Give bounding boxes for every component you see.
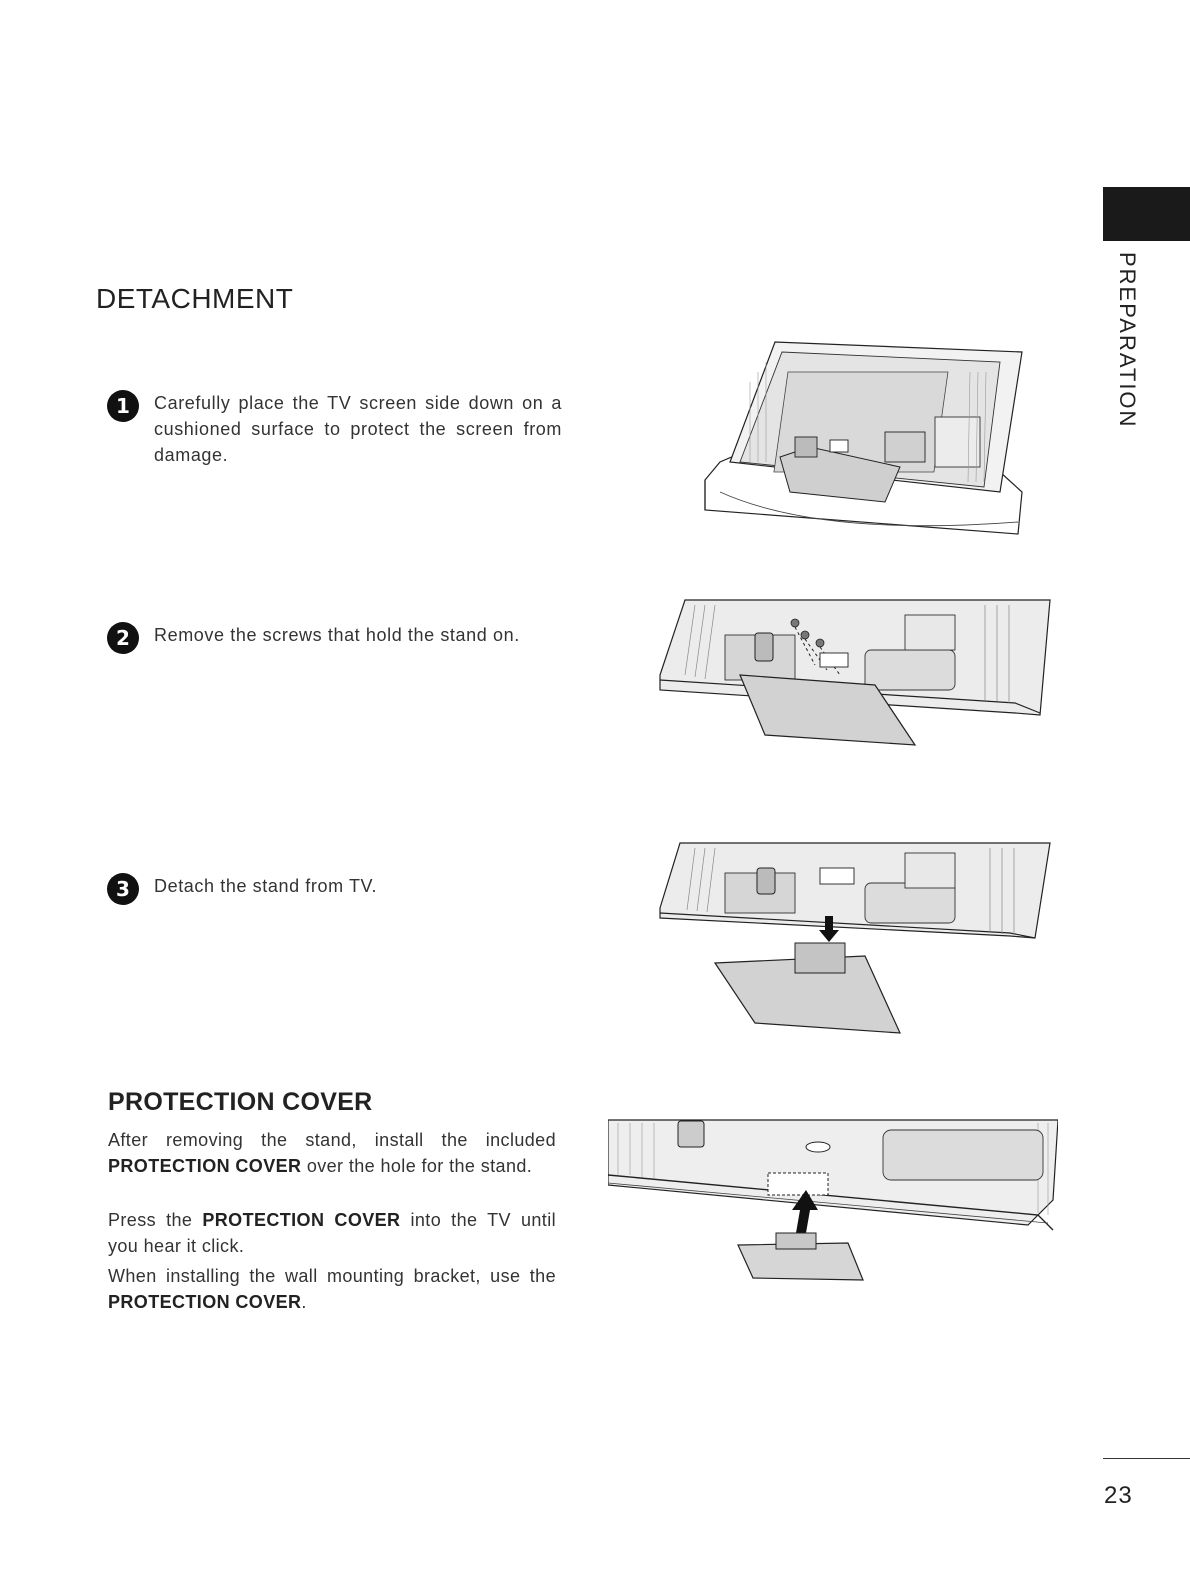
bold-term: PROTECTION COVER (108, 1156, 302, 1176)
section-side-label: PREPARATION (1115, 252, 1140, 429)
protection-paragraph-3 (108, 1263, 556, 1315)
detach-stand-icon (655, 838, 1055, 1038)
step-1 (107, 390, 562, 468)
footer-rule (1103, 1458, 1190, 1459)
step-2-text: Remove the screws that hold the stand on. (154, 625, 520, 645)
step-number-badge: 3 (107, 873, 139, 905)
step-1-text: Carefully place the TV screen side down on a cushioned surface to protect the screen from damage. (154, 393, 562, 465)
section-tab-marker (1103, 187, 1190, 241)
page-number: 23 (1104, 1482, 1133, 1509)
step-3 (107, 873, 562, 905)
bold-term: PROTECTION COVER (202, 1210, 401, 1230)
protection-paragraph-2 (108, 1207, 556, 1259)
protection-paragraph-1 (108, 1127, 556, 1179)
para-text: . (301, 1292, 307, 1312)
protection-cover-title: PROTECTION COVER (108, 1088, 373, 1116)
tv-screen-down-icon (700, 322, 1030, 542)
para-text: Press the (108, 1210, 193, 1230)
step-number-badge: 1 (107, 390, 139, 422)
para-text: When installing the wall mounting bracket, use the (108, 1266, 556, 1286)
step-2 (107, 622, 562, 654)
bold-term: PROTECTION COVER (108, 1292, 302, 1312)
step-3-text: Detach the stand from TV. (154, 876, 378, 896)
section-title: DETACHMENT (96, 283, 294, 314)
para-text: After removing the stand, install the included (108, 1130, 556, 1150)
para-text: over the hole for the stand. (306, 1156, 533, 1176)
protection-cover-icon (608, 1115, 1058, 1285)
para-text: into the TV until you hear it click. (108, 1210, 557, 1256)
remove-screws-icon (655, 595, 1055, 755)
step-number-badge: 2 (107, 622, 139, 654)
